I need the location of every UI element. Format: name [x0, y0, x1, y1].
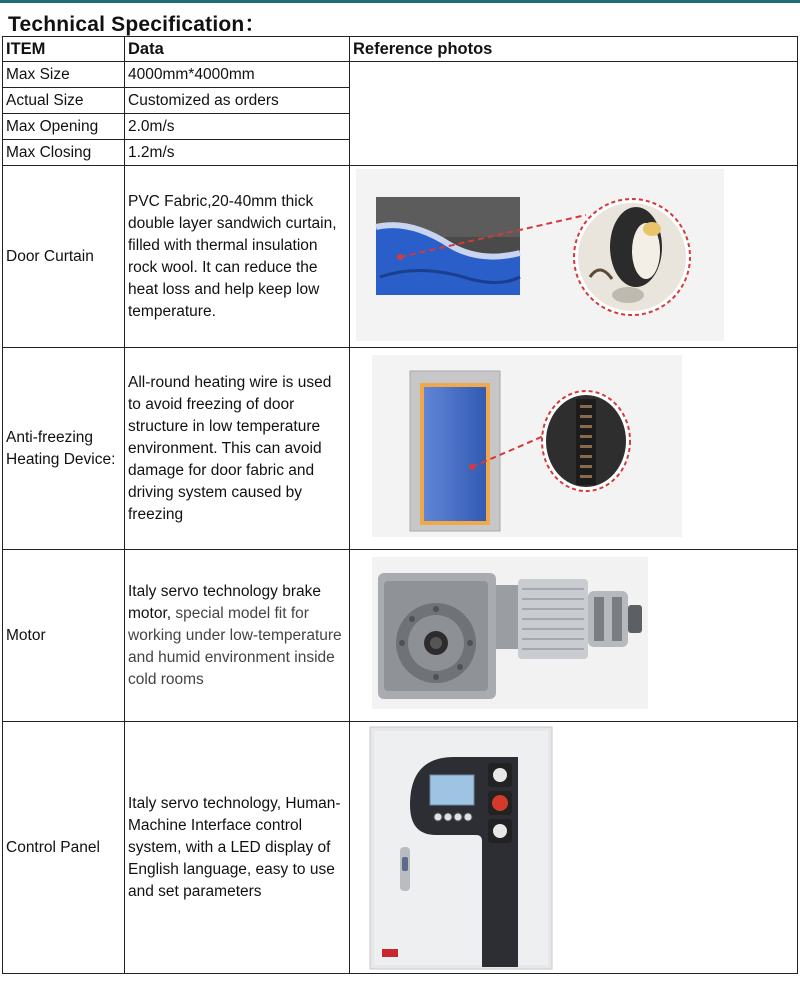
header-data: Data	[125, 37, 350, 62]
control-panel-photo	[350, 722, 798, 974]
feature-item: Anti-freezing Heating Device:	[3, 348, 125, 550]
feature-item: Control Panel	[3, 722, 125, 974]
motor-desc-detail: special model fit for working under low-temperature and humid environment inside cold rooms	[128, 604, 342, 688]
feature-description: PVC Fabric,20-40mm thick double layer sandwich curtain, filled with thermal insulation rock wool. It can reduce the heat loss and help keep low temperature.	[125, 166, 350, 348]
motor-photo	[350, 550, 798, 722]
spec-item: Max Opening	[3, 114, 125, 140]
feature-item: Motor	[3, 550, 125, 722]
spec-value: 1.2m/s	[125, 140, 350, 166]
header-row	[3, 37, 798, 62]
spec-item: Max Closing	[3, 140, 125, 166]
heating-device-illustration	[350, 349, 796, 549]
motor-illustration	[350, 551, 796, 721]
feature-description: All-round heating wire is used to avoid freezing of door structure in low temperature environment. This can avoid damage for door fabric and driving system caused by freezing	[125, 348, 350, 550]
spec-value: 2.0m/s	[125, 114, 350, 140]
feature-item: Door Curtain	[3, 166, 125, 348]
spec-value: Customized as orders	[125, 88, 350, 114]
table-row	[3, 166, 798, 348]
spec-value: 4000mm*4000mm	[125, 62, 350, 88]
door-curtain-photo	[350, 166, 798, 348]
page-title: Technical Specification：	[8, 13, 266, 36]
header-item: ITEM	[3, 37, 125, 62]
header-photos: Reference photos	[350, 37, 798, 62]
feature-description: Italy servo technology, Human-Machine Interface control system, with a LED display of English language, easy to use and set parameters	[125, 722, 350, 974]
table-row	[3, 348, 798, 550]
empty-photo-cell	[350, 62, 798, 166]
anti-freezing-photo	[350, 348, 798, 550]
control-panel-illustration	[350, 723, 796, 973]
motor-desc-main: Italy servo technology brake motor,	[128, 582, 321, 622]
table-row	[3, 550, 798, 722]
top-accent-line	[0, 0, 800, 3]
feature-description	[125, 550, 350, 722]
spec-item: Max Size	[3, 62, 125, 88]
door-curtain-illustration	[350, 167, 796, 347]
table-row	[3, 722, 798, 974]
spec-table	[2, 36, 798, 974]
spec-item: Actual Size	[3, 88, 125, 114]
table-row	[3, 62, 798, 88]
